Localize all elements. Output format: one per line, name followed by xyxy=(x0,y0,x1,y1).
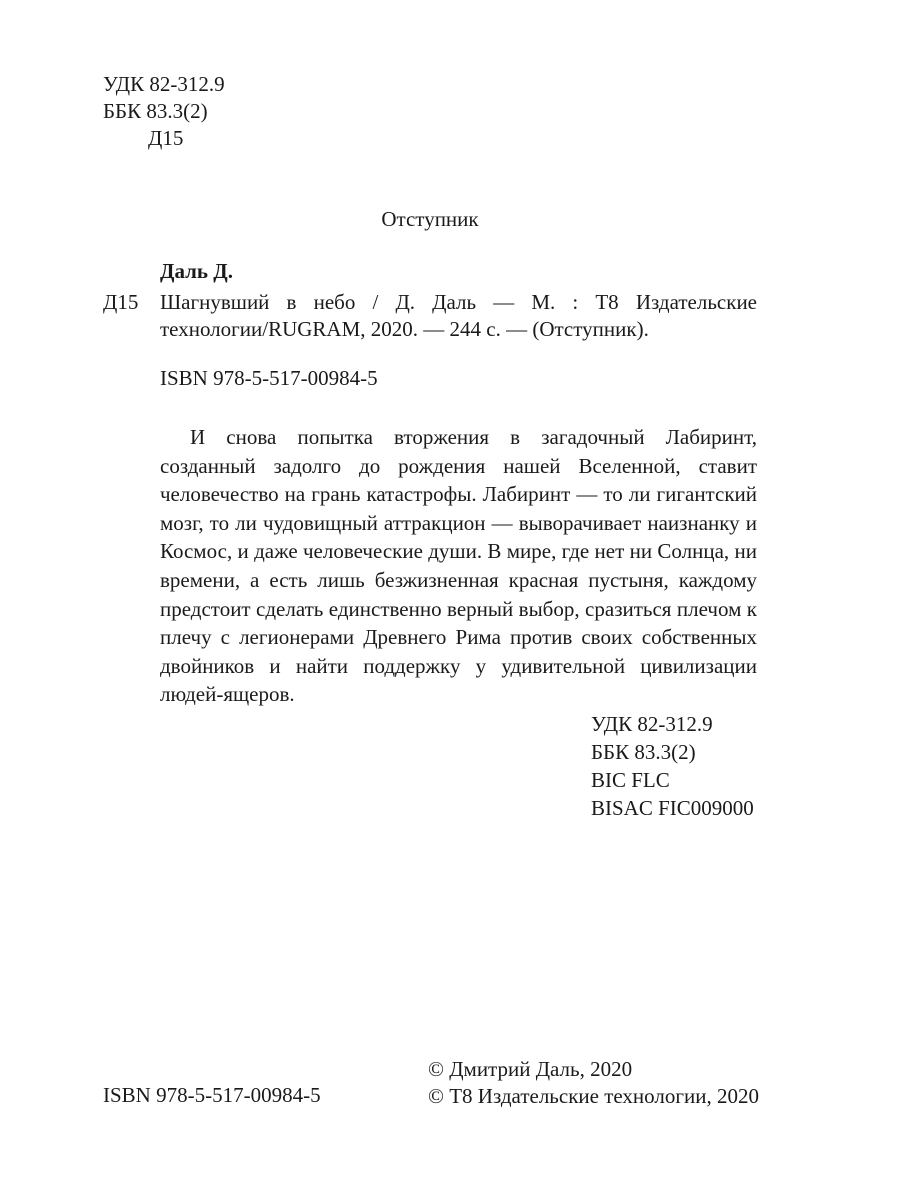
annotation-text: И снова попытка вторжения в загадочный Лабиринт, созданный задолго до рождения нашей Вселенной, ставит человечество на грань катастрофы. Лабиринт — то ли гигантский мозг, то ли чудовищный аттракцион — выворачивает наизнанку и Космос, и даже человеческие души. В мире, где нет ни Солнца, ни времени, а есть лишь безжизненная красная пустыня, каждому предстоит сделать единственно верный выбор, сразиться плечом к плечу с легионерами Древнего Рима против своих собственных двойников и найти поддержку у удивительной цивилизации людей-ящеров. xyxy=(160,425,757,707)
annotation xyxy=(160,423,757,709)
copyright-block xyxy=(428,1056,759,1110)
isbn: ISBN 978-5-517-00984-5 xyxy=(160,366,378,390)
udk-code: УДК 82-312.9 xyxy=(103,72,225,96)
author-sign: Д15 xyxy=(148,126,184,150)
bbk-code: ББК 83.3(2) xyxy=(103,99,208,123)
bisac-code: BISAC FIC009000 xyxy=(591,796,754,820)
bibliographic-description: Шагнувший в небо / Д. Даль — М. : Т8 Издательские технологии/RUGRAM, 2020. — 244 с. — (Отступник). xyxy=(160,290,757,341)
series-title: Отступник xyxy=(381,207,479,231)
bbk-code-bottom: ББК 83.3(2) xyxy=(591,740,696,764)
classification-bottom xyxy=(591,710,754,822)
copyright-author: © Дмитрий Даль, 2020 xyxy=(428,1057,633,1081)
bic-code: BIC FLC xyxy=(591,768,670,792)
author-code: Д15 xyxy=(103,290,139,314)
udk-code-bottom: УДК 82-312.9 xyxy=(591,712,713,736)
copyright-publisher: © Т8 Издательские технологии, 2020 xyxy=(428,1084,759,1108)
author-name: Даль Д. xyxy=(160,259,233,283)
footer-isbn: ISBN 978-5-517-00984-5 xyxy=(103,1083,321,1107)
classification-top xyxy=(103,71,225,152)
